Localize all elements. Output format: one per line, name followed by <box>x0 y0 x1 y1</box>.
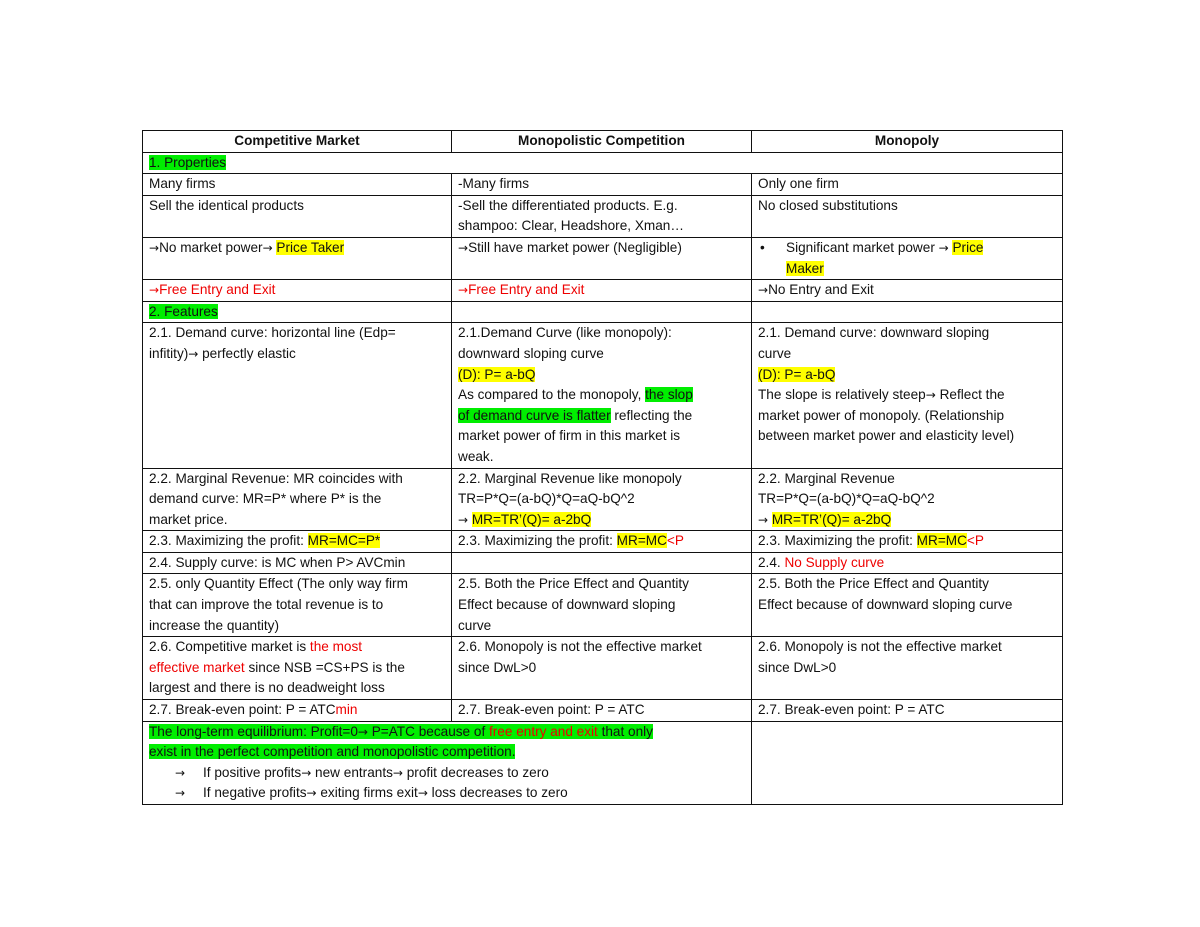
table-cell <box>452 323 752 468</box>
table-cell <box>143 468 452 531</box>
cell-line: since DwL>0 <box>758 659 837 675</box>
cell-text: infitity) <box>149 345 189 361</box>
table-row <box>143 574 1063 637</box>
cell-line: Effect because of downward sloping <box>458 597 676 613</box>
cell-text: No market power <box>159 239 263 255</box>
highlight-text: the slop <box>645 387 693 403</box>
highlight-text: P=ATC <box>367 723 415 739</box>
cell-text: Reflect the <box>935 387 1005 403</box>
cell-text: Still have market power (Negligible) <box>468 239 682 255</box>
table-cell <box>143 637 452 700</box>
highlight-text: exist in the perfect competition and monopolistic competition. <box>149 744 516 760</box>
cell-text: <P <box>666 533 684 549</box>
cell-line: market power of firm in this market is <box>458 428 681 444</box>
cell-line: shampoo: Clear, Headshore, Xman… <box>458 218 684 234</box>
table-cell <box>143 531 452 553</box>
highlight-text: Maker <box>786 260 824 276</box>
table-cell <box>143 574 452 637</box>
cell-text: 2.3. Maximizing the profit: <box>458 533 617 549</box>
cell-line: demand curve: MR=P* where P* is the <box>149 491 382 507</box>
cell-line: largest and there is no deadweight loss <box>149 680 385 696</box>
cell-line: curve <box>758 345 792 361</box>
list-item <box>149 763 745 784</box>
table-cell <box>452 468 752 531</box>
arrow-icon: → <box>357 724 368 739</box>
cell-line: 2.1. Demand curve: horizontal line (Edp= <box>149 325 396 341</box>
highlight-text: of demand curve is flatter <box>458 407 611 423</box>
bullet-icon: • <box>760 239 765 255</box>
cell-line: TR=P*Q=(a-bQ)*Q=aQ-bQ^2 <box>458 491 635 507</box>
cell-text: <P <box>966 533 984 549</box>
arrow-icon: → <box>175 765 186 780</box>
table-row <box>143 637 1063 700</box>
cell-line: TR=P*Q=(a-bQ)*Q=aQ-bQ^2 <box>758 491 935 507</box>
arrow-icon: → <box>458 512 469 527</box>
table-row <box>143 552 1063 574</box>
table-row <box>143 280 1063 302</box>
table-cell <box>752 637 1063 700</box>
table-cell <box>752 574 1063 637</box>
list-item <box>149 783 745 804</box>
header-monopoly: Monopoly <box>752 131 1063 153</box>
table-cell <box>143 700 452 722</box>
section-row-properties <box>143 152 1063 174</box>
cell-text: The slope is relatively steep <box>758 387 926 403</box>
bullet-item <box>758 238 1056 279</box>
cell-line: weak. <box>458 448 494 464</box>
cell-text: No Supply curve <box>784 554 885 570</box>
cell-text: 2.4. <box>758 554 785 570</box>
comparison-table <box>142 130 1063 805</box>
cell-text: 2.3. Maximizing the profit: <box>149 533 308 549</box>
highlight-text: MR=TR’(Q)= a-2bQ <box>771 511 892 527</box>
cell-text: new entrants <box>311 764 393 780</box>
table-cell <box>752 468 1063 531</box>
arrow-icon: → <box>149 240 160 255</box>
table-cell <box>143 280 452 302</box>
cell-text: effective market <box>149 659 245 675</box>
cell-text: 2.3. Maximizing the profit: <box>758 533 917 549</box>
table-cell <box>752 721 1063 804</box>
table-cell <box>452 237 752 279</box>
section-title-properties: 1. Properties <box>149 154 227 170</box>
table-row <box>143 531 1063 553</box>
cell-text: loss decreases to zero <box>427 785 568 801</box>
section-title-features: 2. Features <box>149 303 218 319</box>
cell-text: reflecting the <box>610 407 693 423</box>
arrow-icon: → <box>458 283 469 298</box>
table-cell <box>143 721 752 804</box>
arrow-icon: → <box>149 283 160 298</box>
cell-line: that can improve the total revenue is to <box>149 597 384 613</box>
cell-line: since DwL>0 <box>458 659 537 675</box>
header-row <box>143 131 1063 153</box>
cell-text: the most <box>309 639 363 655</box>
table-cell <box>143 237 452 279</box>
highlight-text: because of <box>414 723 489 739</box>
cell-text: exiting firms exit <box>316 785 418 801</box>
highlight-text: (D): P= a-bQ <box>758 366 836 382</box>
arrow-icon: → <box>758 283 769 298</box>
table-row <box>143 721 1063 804</box>
cell-text: As compared to the monopoly, <box>458 387 646 403</box>
table-cell: Sell the identical products <box>143 195 452 237</box>
table-row <box>143 468 1063 531</box>
cell-text: perfectly elastic <box>198 345 296 361</box>
highlight-text: MR=MC=P* <box>307 533 381 549</box>
table-row <box>143 237 1063 279</box>
highlight-text: MR=TR’(Q)= a-2bQ <box>471 511 592 527</box>
table-row <box>143 323 1063 468</box>
table-cell: 2.7. Break-even point: P = ATC <box>452 700 752 722</box>
cell-line: 2.1.Demand Curve (like monopoly): <box>458 325 672 341</box>
table-cell <box>452 574 752 637</box>
table-cell <box>752 237 1063 279</box>
table-cell: 2.4. Supply curve: is MC when P> AVCmin <box>143 552 452 574</box>
cell-line: market power of monopoly. (Relationship <box>758 407 1005 423</box>
cell-text: If positive profits <box>203 764 302 780</box>
arrow-icon: → <box>262 240 273 255</box>
arrow-icon: → <box>458 240 469 255</box>
cell-text: min <box>335 702 358 718</box>
highlight-text: MR=MC <box>616 533 667 549</box>
table-row <box>143 700 1063 722</box>
cell-line: market price. <box>149 511 228 527</box>
cell-text: 2.7. Break-even point: P = ATC <box>149 702 336 718</box>
highlight-text: Price <box>952 239 984 255</box>
cell-line: Effect because of downward sloping curve <box>758 597 1013 613</box>
arrow-icon: → <box>175 786 186 801</box>
table-cell <box>452 280 752 302</box>
cell-text: 2.6. Competitive market is <box>149 639 310 655</box>
cell-text: since NSB =CS+PS is the <box>244 659 405 675</box>
cell-line: 2.6. Monopoly is not the effective market <box>758 639 1002 655</box>
cell-text: No Entry and Exit <box>768 282 874 298</box>
cell-text: If negative profits <box>203 785 307 801</box>
highlight-text: Price Taker <box>276 239 345 255</box>
table-cell: -Many firms <box>452 174 752 196</box>
header-monopolistic-competition: Monopolistic Competition <box>452 131 752 153</box>
cell-line: 2.5. Both the Price Effect and Quantity <box>758 576 989 592</box>
highlight-text: free entry and exit <box>489 723 598 739</box>
cell-line: downward sloping curve <box>458 345 604 361</box>
table-cell <box>452 637 752 700</box>
table-cell: Many firms <box>143 174 452 196</box>
cell-text: Free Entry and Exit <box>159 282 276 298</box>
cell-line: curve <box>458 617 492 633</box>
cell-line: 2.2. Marginal Revenue: MR coincides with <box>149 470 403 486</box>
highlight-text: MR=MC <box>916 533 967 549</box>
table-cell <box>752 552 1063 574</box>
highlight-text: (D): P= a-bQ <box>458 366 536 382</box>
table-cell <box>752 531 1063 553</box>
table-cell <box>452 195 752 237</box>
table-cell <box>143 323 452 468</box>
arrow-icon: → <box>306 786 317 801</box>
cell-line: 2.1. Demand curve: downward sloping <box>758 325 990 341</box>
table-cell: Only one firm <box>752 174 1063 196</box>
arrow-icon: → <box>938 240 949 255</box>
arrow-icon: → <box>301 765 312 780</box>
arrow-icon: → <box>417 786 428 801</box>
table-row <box>143 174 1063 196</box>
cell-line: 2.5. only Quantity Effect (The only way firm <box>149 576 408 592</box>
table-cell <box>452 531 752 553</box>
table-cell: No closed substitutions <box>752 195 1063 237</box>
cell-text: Significant market power <box>786 239 939 255</box>
table-cell <box>452 552 752 574</box>
cell-text: profit decreases to zero <box>402 764 549 780</box>
cell-line: 2.5. Both the Price Effect and Quantity <box>458 576 689 592</box>
section-row-features <box>143 301 1063 323</box>
cell-line: between market power and elasticity level) <box>758 428 1015 444</box>
highlight-text: that only <box>597 723 653 739</box>
cell-line: increase the quantity) <box>149 617 279 633</box>
cell-line: 2.2. Marginal Revenue <box>758 470 895 486</box>
cell-line: -Sell the differentiated products. E.g. <box>458 197 678 213</box>
cell-line: 2.2. Marginal Revenue like monopoly <box>458 470 682 486</box>
arrow-icon: → <box>758 512 769 527</box>
table-cell: 2.7. Break-even point: P = ATC <box>752 700 1063 722</box>
header-competitive-market: Competitive Market <box>143 131 452 153</box>
highlight-text: The long-term equilibrium: Profit=0 <box>149 723 358 739</box>
cell-line: 2.6. Monopoly is not the effective market <box>458 639 702 655</box>
cell-text: Free Entry and Exit <box>468 282 585 298</box>
arrow-icon: → <box>925 388 936 403</box>
arrow-icon: → <box>392 765 403 780</box>
table-row <box>143 195 1063 237</box>
arrow-icon: → <box>188 346 199 361</box>
table-cell <box>752 280 1063 302</box>
table-cell <box>752 323 1063 468</box>
